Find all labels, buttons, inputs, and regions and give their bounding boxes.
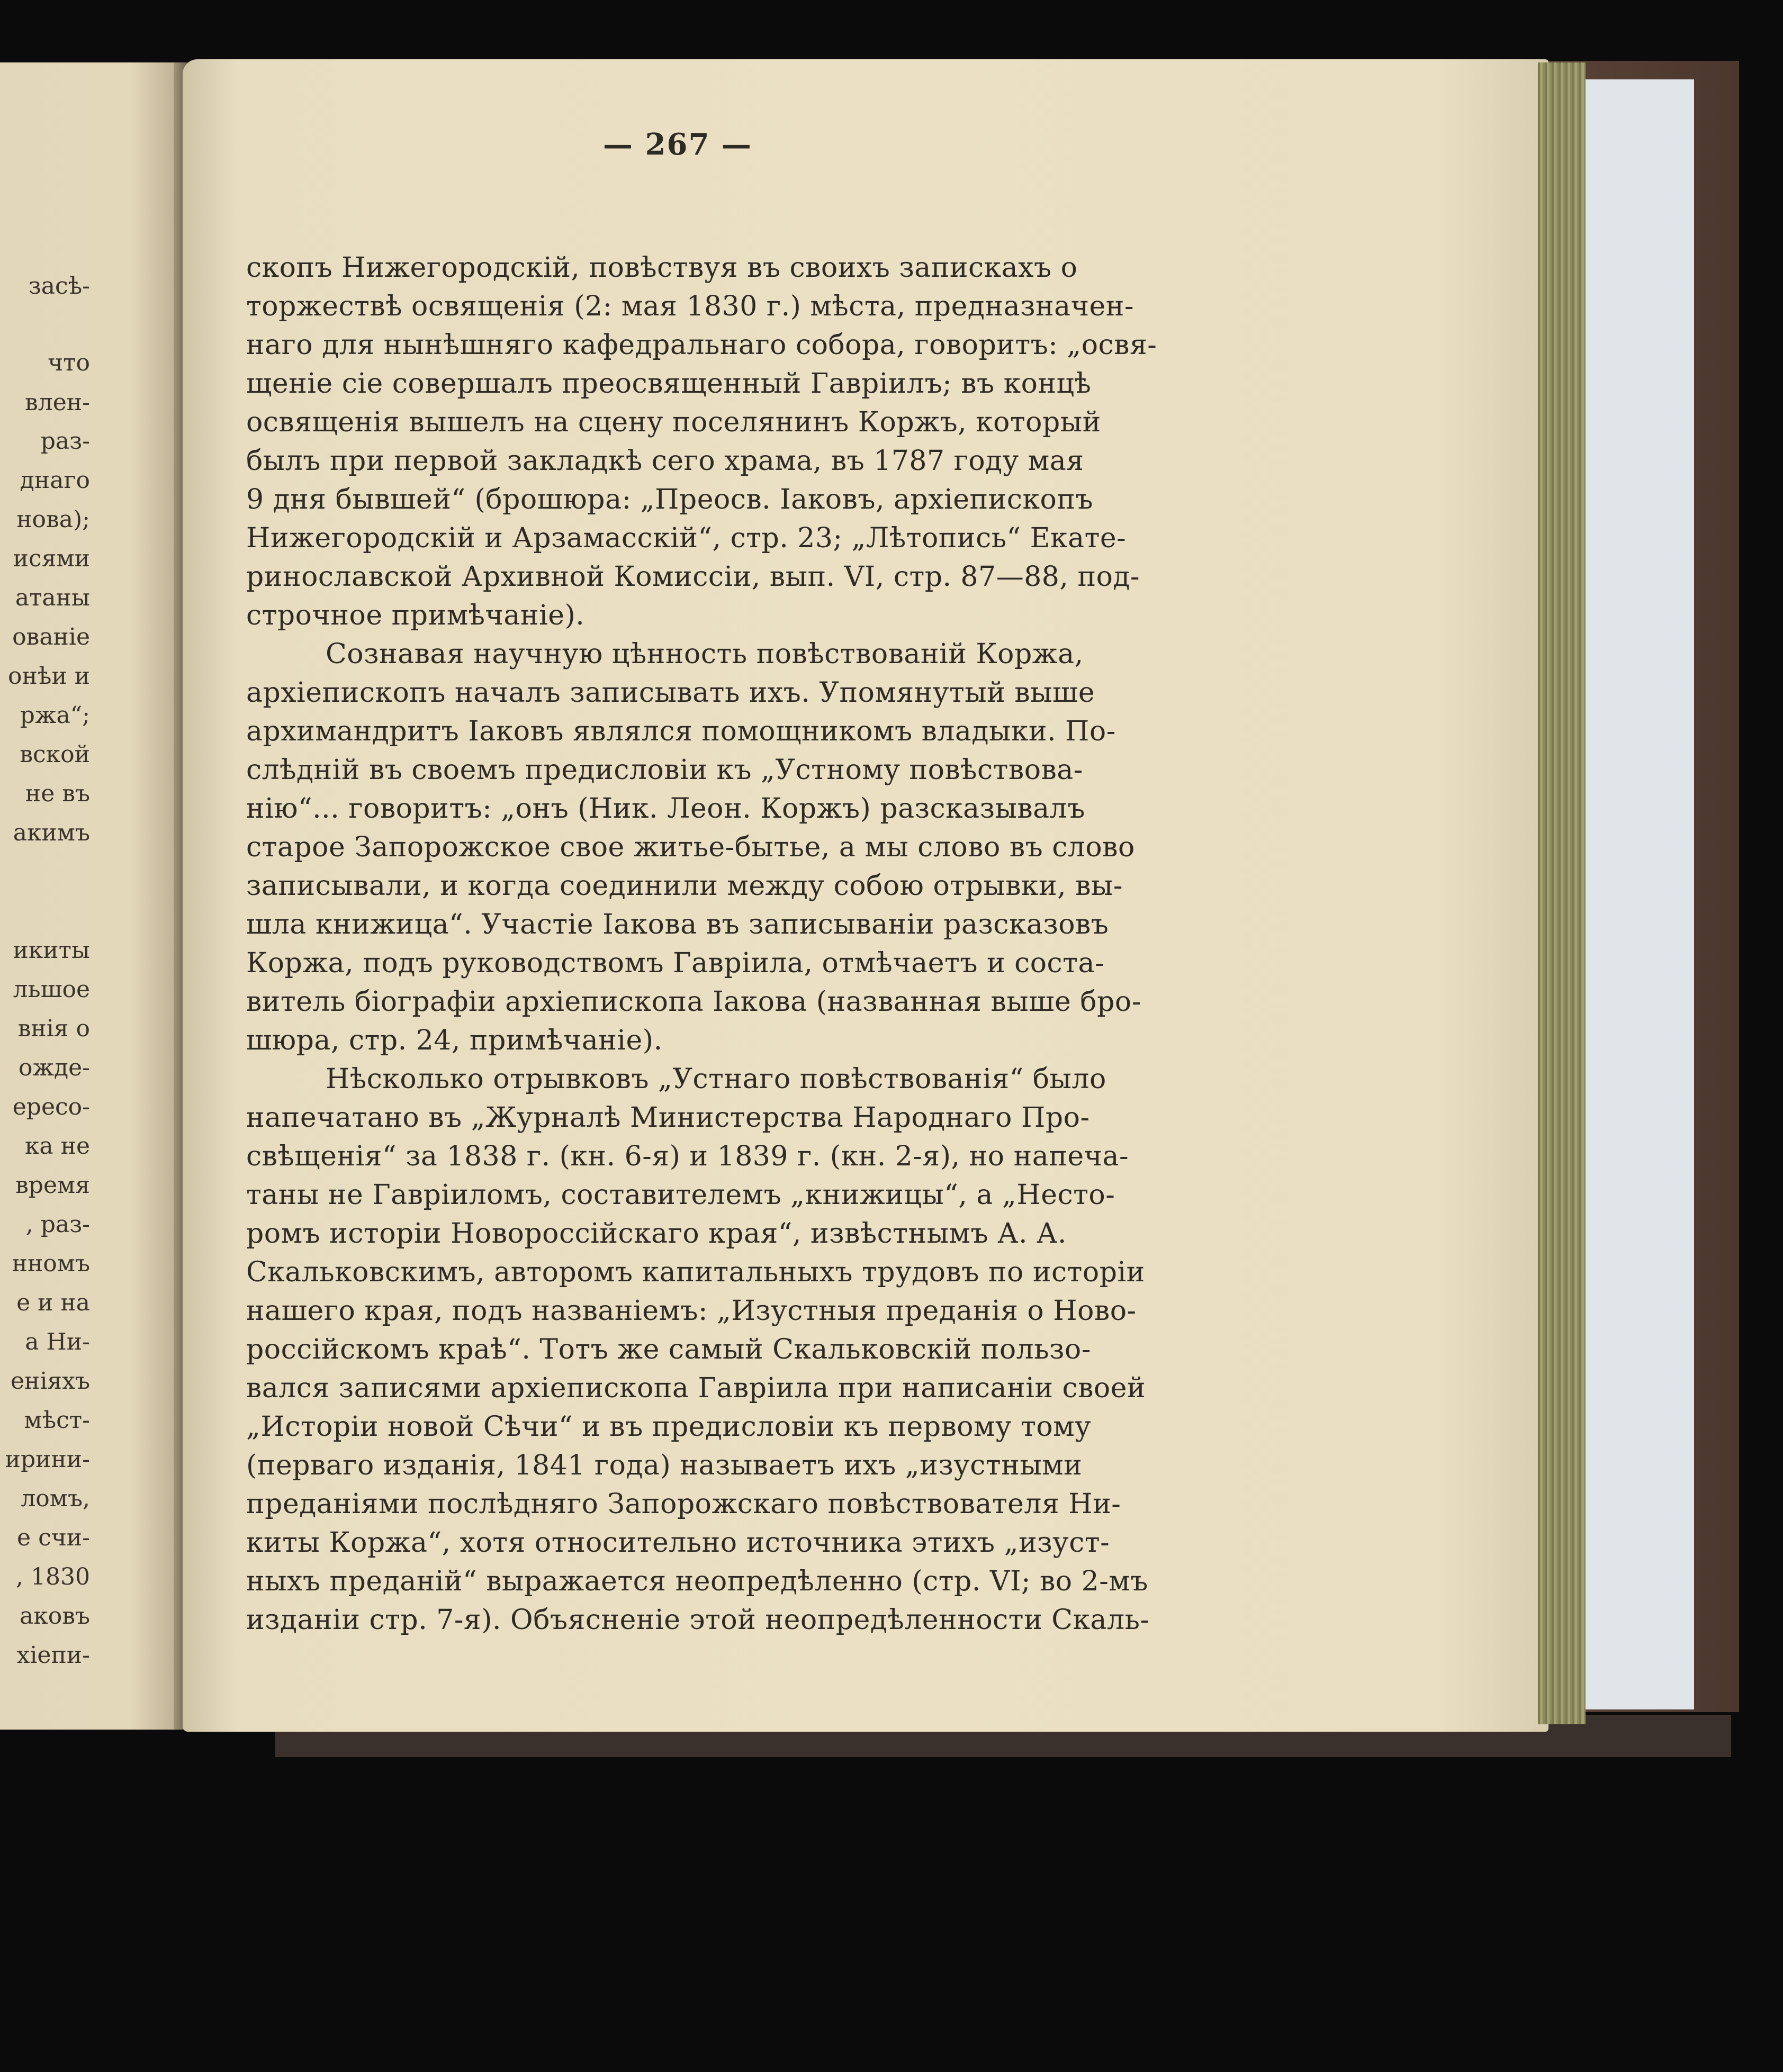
left-page-line: мѣст- xyxy=(24,1407,90,1434)
text-line: скопъ Нижегородскій, повѣствуя въ своихъ запискахъ о xyxy=(246,252,1078,284)
text-line: нашего края, подъ названіемъ: „Изустныя преданія о Ново- xyxy=(246,1295,1137,1327)
page-number: — 267 — xyxy=(603,127,752,162)
text-line: изданіи стр. 7-я). Объясненіе этой неопредѣленности Скаль- xyxy=(246,1604,1150,1636)
body-text xyxy=(246,249,1231,1640)
text-line: таны не Гавріиломъ, составителемъ „книжицы“, а „Несто- xyxy=(246,1179,1115,1211)
left-page-line: ересо- xyxy=(12,1093,90,1120)
text-line: нію“... говоритъ: „онъ (Ник. Леон. Коржъ) разсказывалъ xyxy=(246,793,1085,825)
text-line: Коржа, подъ руководствомъ Гавріила, отмѣчаетъ и соста- xyxy=(246,947,1105,979)
left-page-line: акимъ xyxy=(13,819,90,846)
left-page-line: влен- xyxy=(25,389,90,416)
left-page-line: онѣи и xyxy=(8,663,90,690)
left-page-line: внія о xyxy=(17,1015,90,1042)
left-page-line: раз- xyxy=(40,428,90,455)
left-page-line: льшое xyxy=(13,976,90,1003)
endpaper xyxy=(1583,79,1694,1709)
left-page-line: ованіе xyxy=(12,623,90,650)
text-line: преданіями послѣдняго Запорожскаго повѣствователя Ни- xyxy=(246,1488,1121,1520)
left-page-line: нова); xyxy=(16,506,90,533)
page-edges xyxy=(1538,62,1586,1724)
text-line: свѣщенія“ за 1838 г. (кн. 6-я) и 1839 г. (кн. 2-я), но напеча- xyxy=(246,1141,1129,1172)
left-page-line: ирини- xyxy=(5,1446,90,1473)
text-line: слѣдній въ своемъ предисловіи къ „Устному повѣствова- xyxy=(246,754,1083,786)
text-line: архіепископъ началъ записывать ихъ. Упомянутый выше xyxy=(246,677,1095,709)
left-page-line: ка не xyxy=(24,1133,90,1160)
text-line: напечатано въ „Журналѣ Министерства Народнаго Про- xyxy=(246,1102,1090,1134)
text-line: вался записями архіепископа Гавріила при написаніи своей xyxy=(246,1372,1146,1404)
left-page-line: исями xyxy=(13,545,90,572)
left-page-line: днаго xyxy=(20,467,90,494)
text-line: торжествѣ освященія (2: мая 1830 г.) мѣста, предназначен- xyxy=(246,291,1134,322)
text-line: Нѣсколько отрывковъ „Устнаго повѣствованія“ было xyxy=(326,1063,1106,1095)
left-page-line: что xyxy=(48,349,90,376)
text-line: ныхъ преданій“ выражается неопредѣленно (стр. VI; во 2-мъ xyxy=(246,1566,1148,1597)
left-page-line: а Ни- xyxy=(25,1328,90,1355)
left-page-line: , 1830 xyxy=(16,1563,90,1590)
text-line: Скальковскимъ, авторомъ капитальныхъ трудовъ по исторіи xyxy=(246,1256,1145,1288)
text-line: 9 дня бывшей“ (брошюра: „Преосв. Іаковъ, архіепископъ xyxy=(246,484,1094,515)
left-page-line: вской xyxy=(20,741,90,768)
text-line: щеніе сіе совершалъ преосвященный Гавріилъ; въ концѣ xyxy=(246,368,1092,400)
text-line: шла книжица“. Участіе Іакова въ записываніи разсказовъ xyxy=(246,909,1109,940)
text-line: Нижегородскій и Арзамасскій“, стр. 23; „Лѣтопись“ Екате- xyxy=(246,522,1127,554)
text-line: строчное примѣчаніе). xyxy=(246,600,585,631)
left-page-line: еніяхъ xyxy=(10,1368,90,1395)
text-line: наго для нынѣшняго кафедральнаго собора, говоритъ: „освя- xyxy=(246,329,1157,361)
left-page-line: , раз- xyxy=(25,1211,90,1238)
text-line: былъ при первой закладкѣ сего храма, въ 1787 году мая xyxy=(246,445,1084,477)
left-page xyxy=(0,62,185,1730)
text-line: „Исторіи новой Сѣчи“ и въ предисловіи къ первому тому xyxy=(246,1411,1092,1443)
text-line: записывали, и когда соединили между собою отрывки, вы- xyxy=(246,870,1123,902)
text-line: освященія вышелъ на сцену поселянинъ Коржъ, который xyxy=(246,406,1101,438)
text-line: ринославской Архивной Комиссіи, вып. VI, стр. 87—88, под- xyxy=(246,561,1140,593)
text-line: Сознавая научную цѣнность повѣствованій Коржа, xyxy=(326,638,1084,670)
left-page-line: е счи- xyxy=(17,1524,90,1551)
left-page-line: засѣ- xyxy=(28,273,90,300)
left-page-line: атаны xyxy=(15,584,90,611)
left-page-line: хіепи- xyxy=(16,1642,90,1669)
left-page-line: ржа“; xyxy=(20,702,90,729)
text-line: архимандритъ Іаковъ являлся помощникомъ владыки. По- xyxy=(246,716,1116,747)
left-page-line: нномъ xyxy=(12,1250,90,1277)
text-line: витель біографіи архіепископа Іакова (названная выше бро- xyxy=(246,986,1141,1018)
text-line: киты Коржа“, хотя относительно источника этихъ „изуст- xyxy=(246,1527,1110,1559)
left-page-line: ожде- xyxy=(19,1054,90,1081)
left-page-line: икиты xyxy=(13,937,90,964)
left-page-line: не въ xyxy=(25,780,90,807)
text-line: ромъ исторіи Новороссійскаго края“, извѣстнымъ А. А. xyxy=(246,1218,1067,1250)
text-line: россійскомъ краѣ“. Тотъ же самый Скальковскій пользо- xyxy=(246,1334,1091,1365)
text-line: старое Запорожское свое житье-бытье, а мы слово въ слово xyxy=(246,831,1135,863)
left-page-line: е и на xyxy=(16,1289,90,1316)
left-page-line: аковъ xyxy=(20,1603,90,1630)
left-page-line: ломъ, xyxy=(21,1485,90,1512)
text-line: (перваго изданія, 1841 года) называетъ ихъ „изустными xyxy=(246,1450,1083,1481)
left-page-line: время xyxy=(15,1172,90,1199)
text-line: шюра, стр. 24, примѣчаніе). xyxy=(246,1025,663,1056)
